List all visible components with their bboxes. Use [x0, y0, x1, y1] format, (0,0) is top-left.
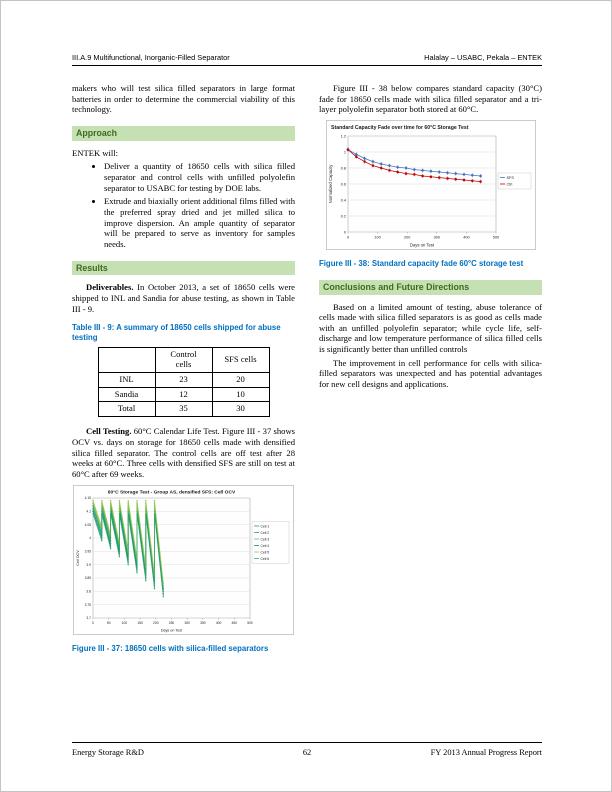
cell-value: 30 — [212, 402, 269, 417]
row-label: Sandia — [98, 387, 155, 402]
svg-text:3.95: 3.95 — [84, 549, 91, 554]
bullet-item: • Deliver a quantity of 18650 cells with silica filled separator and control cells with unfilled polyolefin separator to USABC for testing by DOE labs. — [104, 161, 295, 193]
table-9-caption: Table III - 9: A summary of 18650 cells shipped for abuse testing — [72, 323, 281, 343]
svg-text:450: 450 — [231, 620, 238, 625]
svg-text:Standard Capacity Fade over ti: Standard Capacity Fade over time for 60°C Storage Test — [330, 124, 468, 131]
cell-value: 20 — [212, 372, 269, 387]
footer-left: Energy Storage R&D — [72, 748, 144, 757]
table-header-sfs: SFS cells — [212, 347, 269, 372]
svg-text:0: 0 — [92, 620, 94, 625]
svg-text:Cell 5: Cell 5 — [260, 549, 270, 554]
svg-text:0: 0 — [346, 235, 349, 240]
svg-text:200: 200 — [153, 620, 159, 625]
svg-text:Cell 3: Cell 3 — [260, 536, 270, 541]
svg-text:4.15: 4.15 — [84, 495, 91, 500]
svg-text:4: 4 — [89, 535, 91, 540]
deliverables-text: In October 2013, a set of 18650 cells were shipped to INL and Sandia for abuse testing, as shown in Table III - 9. — [72, 282, 295, 314]
svg-text:4.05: 4.05 — [84, 522, 91, 527]
svg-text:60°C Storage Test - Group AS,: 60°C Storage Test - Group AS, densified SFS: Cell OCV — [107, 490, 236, 496]
svg-text:3.8: 3.8 — [86, 589, 91, 594]
svg-text:Cell 6: Cell 6 — [260, 556, 270, 561]
approach-bullet-list — [72, 161, 295, 249]
svg-text:0.2: 0.2 — [340, 214, 346, 219]
row-label: INL — [98, 372, 155, 387]
table-row — [98, 372, 269, 387]
svg-text:Days on Test: Days on Test — [160, 628, 183, 633]
figure-38-caption: Figure III - 38: Standard capacity fade 60°C storage test — [319, 258, 524, 268]
table-row — [98, 387, 269, 402]
bullet-item: • Extrude and biaxially orient additional films filled with the preferred spray dried and jet milled silica to improve dispersion. An ample quantity of separator will be prepared to serve as inventory for samples needs. — [104, 196, 295, 249]
row-label: Total — [98, 402, 155, 417]
cell-testing-text: 60°C Calendar Life Test. Figure III - 37 shows OCV vs. days on storage for 18650 cells made with densified silica filled separator. The control cells are off test after 28 weeks at 60°C. Three cells with densified SFS are still on test at 60°C after 69 weeks. — [72, 426, 295, 479]
svg-text:300: 300 — [184, 620, 190, 625]
page-number: 62 — [302, 748, 312, 757]
svg-text:100: 100 — [373, 235, 381, 240]
svg-text:500: 500 — [492, 235, 499, 240]
svg-text:3.85: 3.85 — [84, 575, 91, 580]
cell-value: 10 — [212, 387, 269, 402]
svg-text:300: 300 — [433, 235, 440, 240]
running-footer — [72, 742, 542, 757]
conclusions-paragraph-2: The improvement in cell performance for cells with silica- filled separators was unexpected and has potential advantages for new cell designs and applications. — [319, 357, 542, 390]
figure-37-caption: Figure III - 37: 18650 cells with silica-filled separators — [72, 643, 269, 653]
cell-testing-lead: Cell Testing. — [86, 426, 132, 437]
section-heading-results: Results — [72, 261, 295, 276]
svg-text:3.9: 3.9 — [86, 562, 91, 567]
svg-text:SFS: SFS — [506, 175, 514, 180]
figure-37-chart — [73, 485, 294, 635]
svg-text:0: 0 — [343, 230, 346, 235]
svg-text:200: 200 — [403, 235, 410, 240]
table-header-row — [98, 347, 269, 372]
right-column — [319, 83, 542, 657]
svg-text:400: 400 — [215, 620, 222, 625]
svg-text:350: 350 — [200, 620, 206, 625]
intro-paragraph: makers who will test silica filled separators in large format batteries in order to determine the commercial viability of this technology. — [72, 83, 295, 115]
cell-testing-paragraph — [72, 426, 295, 479]
section-heading-conclusions: Conclusions and Future Directions — [319, 280, 542, 295]
table-corner-cell — [98, 347, 155, 372]
cells-shipped-table — [98, 347, 270, 417]
left-column — [72, 83, 295, 657]
two-column-body — [72, 83, 542, 657]
svg-text:100: 100 — [121, 620, 128, 625]
svg-text:0.4: 0.4 — [340, 198, 346, 203]
deliverables-paragraph — [72, 282, 295, 314]
entek-lead: ENTEK will: — [72, 147, 119, 158]
svg-text:Cell 4: Cell 4 — [260, 543, 270, 548]
svg-text:4.1: 4.1 — [86, 509, 91, 514]
svg-text:1.2: 1.2 — [340, 134, 346, 139]
svg-text:Days on Test: Days on Test — [409, 242, 434, 248]
svg-text:0.6: 0.6 — [340, 182, 346, 187]
cell-value: 12 — [155, 387, 212, 402]
svg-text:Cell 1: Cell 1 — [260, 523, 270, 528]
figure-38-intro-paragraph: Figure III - 38 below compares standard capacity (30°C) fade for 18650 cells made with silica filled separator and a tri-layer polyolefin separator both stored at 60°C. — [319, 83, 542, 115]
cell-value: 23 — [155, 372, 212, 387]
svg-text:50: 50 — [106, 620, 111, 625]
svg-text:400: 400 — [462, 235, 470, 240]
svg-text:Cell 2: Cell 2 — [260, 530, 270, 535]
cell-value: 35 — [155, 402, 212, 417]
table-row — [98, 402, 269, 417]
svg-text:150: 150 — [137, 620, 143, 625]
footer-right: FY 2013 Annual Progress Report — [430, 748, 542, 757]
svg-text:Cell OCV: Cell OCV — [76, 549, 80, 566]
deliverables-lead: Deliverables. — [86, 282, 134, 293]
section-heading-approach: Approach — [72, 126, 295, 141]
svg-text:Normalized Capacity: Normalized Capacity — [327, 164, 333, 204]
svg-text:1: 1 — [343, 150, 346, 155]
svg-text:500: 500 — [247, 620, 253, 625]
running-header-left: III.A.9 Multifunctional, Inorganic-Filled Separator — [72, 53, 230, 62]
running-header — [72, 53, 542, 66]
svg-text:250: 250 — [168, 620, 175, 625]
svg-text:Ctrl: Ctrl — [506, 182, 512, 187]
conclusions-paragraph-1: Based on a limited amount of testing, abuse tolerance of cells made with silica filled separators is as good as cells made with an unfilled polyolefin separator; while cycle life, self-discharge and low temperature performance of silica filled cells is significantly better than unfilled controls — [319, 301, 542, 355]
svg-text:0.8: 0.8 — [340, 166, 346, 171]
svg-text:3.7: 3.7 — [86, 615, 91, 620]
figure-38-chart — [326, 120, 536, 250]
svg-text:3.75: 3.75 — [84, 602, 91, 607]
table-header-control: Control cells — [155, 347, 212, 372]
running-header-right: Halalay – USABC, Pekala – ENTEK — [424, 53, 542, 62]
